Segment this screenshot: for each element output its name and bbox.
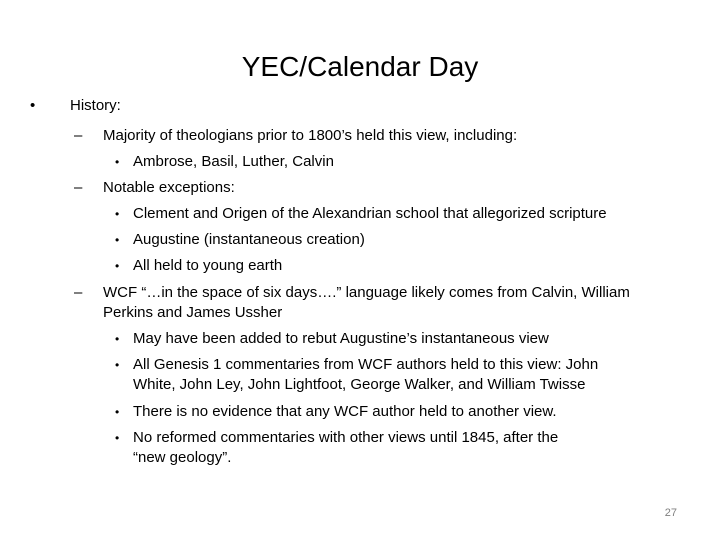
- bullet-icon: •: [30, 97, 36, 114]
- wcf-item: WCF “…in the space of six days….” language likely comes from Calvin, William: [103, 284, 630, 301]
- bullet-icon: •: [115, 155, 120, 169]
- wcf-sub-item: There is no evidence that any WCF author held to another view.: [133, 403, 557, 420]
- exceptions-item: Notable exceptions:: [103, 179, 235, 196]
- bullet-icon: •: [115, 358, 120, 372]
- wcf-sub-item-continued: White, John Ley, John Lightfoot, George Walker, and William Twisse: [133, 376, 586, 393]
- dash-icon: –: [74, 179, 83, 196]
- bullet-icon: •: [115, 431, 120, 445]
- exceptions-sub-item: Augustine (instantaneous creation): [133, 231, 365, 248]
- majority-sub-item: Ambrose, Basil, Luther, Calvin: [133, 153, 334, 170]
- exceptions-sub-item: All held to young earth: [133, 257, 283, 274]
- majority-item: Majority of theologians prior to 1800’s held this view, including:: [103, 127, 518, 144]
- wcf-sub-item: May have been added to rebut Augustine’s instantaneous view: [133, 330, 549, 347]
- wcf-sub-item: All Genesis 1 commentaries from WCF authors held to this view: John: [133, 356, 599, 373]
- bullet-icon: •: [115, 405, 120, 419]
- bullet-icon: •: [115, 207, 120, 221]
- wcf-sub-item: No reformed commentaries with other views until 1845, after the: [133, 429, 559, 446]
- slide-title: YEC/Calendar Day: [241, 51, 479, 82]
- bullet-icon: •: [115, 233, 120, 247]
- dash-icon: –: [74, 284, 83, 301]
- exceptions-sub-item: Clement and Origen of the Alexandrian school that allegorized scripture: [133, 205, 607, 222]
- history-heading: History:: [70, 97, 121, 114]
- dash-icon: –: [74, 127, 83, 144]
- wcf-sub-item-continued: “new geology”.: [133, 449, 232, 466]
- bullet-icon: •: [115, 332, 120, 346]
- bullet-icon: •: [115, 259, 120, 273]
- page-number: 27: [664, 507, 677, 519]
- wcf-item-continued: Perkins and James Ussher: [103, 304, 283, 321]
